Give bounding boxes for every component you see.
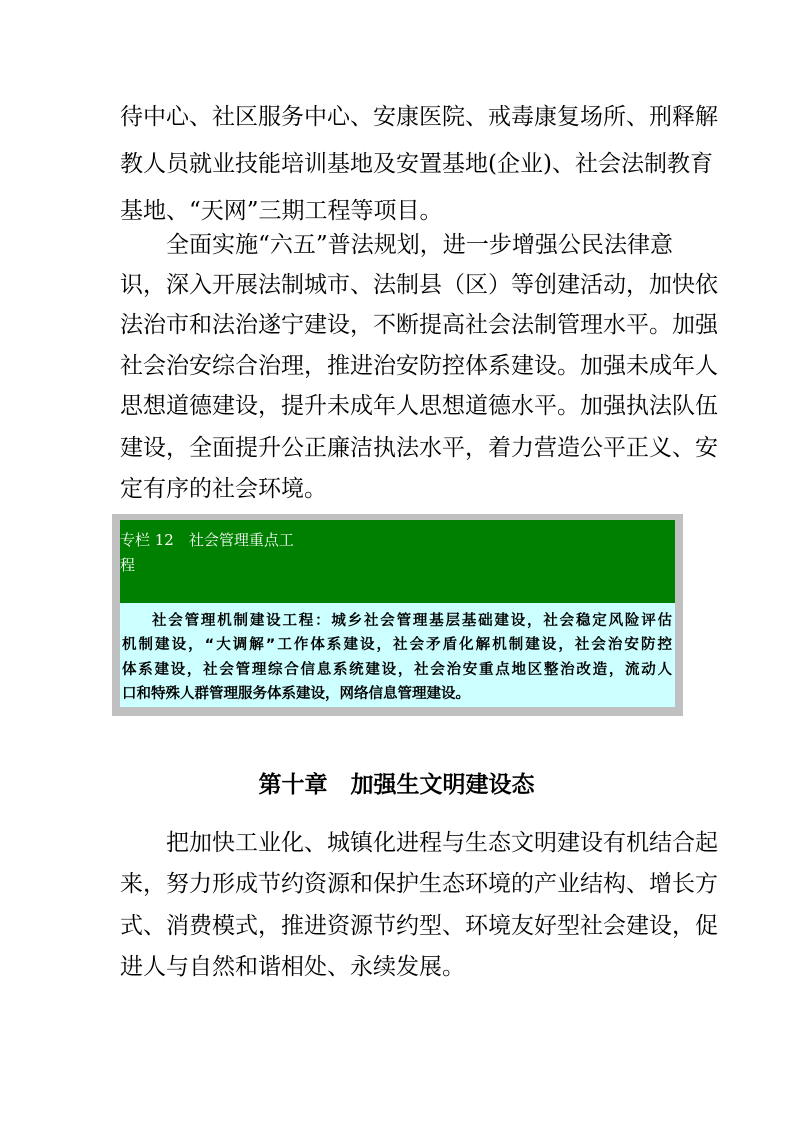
paragraph-2-line: 识，深入开展法制城市、法制县（区）等创建活动，加快依 [120,272,718,298]
column-box-body-line: 社会管理机制建设工程：城乡社会管理基层基础建设，社会稳定风险评估 [152,613,672,629]
paragraph-3-line: 把加快工业化、城镇化进程与生态文明建设有机结合起 [166,830,718,856]
paragraph-2-line: 思想道德建设，提升未成年人思想道德水平。加强执法队伍 [120,393,718,419]
column-box-title [120,528,320,578]
paragraph-1-line: 基地、“天网”三期工程等项目。 [120,198,443,224]
paragraph-2-line: 全面实施“六五”普法规划，进一步增强公民法律意 [166,232,673,258]
column-box-header [120,520,675,603]
column-box-title-line: 专栏 12 社会管理重点工 [120,531,294,549]
paragraph-3-line: 式、消费模式，推进资源节约型、环境友好型社会建设，促 [120,913,718,939]
paragraph-3-line: 进人与自然和谐相处、永续发展。 [120,954,465,980]
paragraph-2-line: 定有序的社会环境。 [120,476,327,502]
column-box-body-line: 口和特殊人群管理服务体系建设，网络信息管理建设。 [122,686,470,702]
column-box-body-line: 体系建设，社会管理综合信息系统建设，社会治安重点地区整治改造，流动人 [122,662,672,678]
paragraph-1-line: 待中心、社区服务中心、安康医院、戒毒康复场所、刑释解 [120,104,718,130]
column-box [112,514,683,716]
column-box-body-line: 机制建设，“大调解”工作体系建设，社会矛盾化解机制建设，社会治安防控 [122,637,672,653]
chapter-heading: 第十章 加强生文明建设态 [258,772,535,798]
paragraph-3-line: 来，努力形成节约资源和保护生态环境的产业结构、增长方 [120,871,718,897]
column-box-title-line: 程 [120,556,136,574]
paragraph-1-line: 教人员就业技能培训基地及安置基地(企业)、社会法制教育 [120,151,713,177]
paragraph-2-line: 法治市和法治遂宁建设，不断提高社会法制管理水平。加强 [120,312,718,338]
column-box-body [120,603,675,707]
paragraph-2-line: 社会治安综合治理，推进治安防控体系建设。加强未成年人 [120,353,718,379]
paragraph-2-line: 建设，全面提升公正廉洁执法水平，着力营造公平正义、安 [120,435,718,461]
